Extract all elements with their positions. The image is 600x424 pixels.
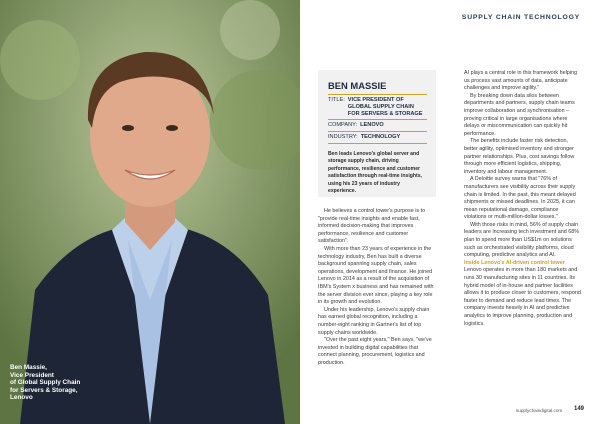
divider [328, 143, 427, 144]
paragraph: By breaking down data silos between departments and partners, supply chain teams improve collaboration and synchronisation – proving critical in large organisations where delays or miscommunication can quickly hit performance. [464, 92, 575, 137]
profile-box [318, 70, 436, 197]
paragraph: With those risks in mind, 56% of supply chain leaders are increasing tech investment and 68% plan to spend more than US$1m on solutions such as orchestrated visibility platforms, cloud computing, predictive analytics and AI. [464, 221, 580, 259]
bokeh-spot [0, 20, 80, 100]
profile-name: BEN MASSIE [328, 80, 387, 91]
caption-line: Lenovo [10, 394, 33, 402]
paragraph: "Over the past eight years," Ben says, "we've invested in building digital capabilities that connect planning, procurement, logistics and production. [318, 337, 432, 366]
bokeh-spot [220, 0, 280, 60]
profile-summary: Ben leads Lenovo's global server and storage supply chain, driving performance, resilience and customer satisfaction through real-time insights, using his 23 years of industry experience. [328, 150, 422, 195]
profile-title-row [328, 97, 427, 117]
caption-line: Vice President [10, 371, 54, 379]
company-value: LENOVO [360, 122, 384, 129]
caption-line: of Global Supply Chain [10, 379, 81, 387]
left-eye [122, 125, 134, 131]
paragraph: Lenovo operates in more than 180 markets and runs 30 manufacturing sites in 11 countries. Its hybrid model of in-house and partner facilities allows it to produce closer to customers, respond faster to demand and reduce lead times. The company invests heavily in AI and predictive analytics to improve planning, production and logistics. [464, 267, 581, 327]
paragraph: AI plays a central role in this framework helping us process vast amounts of data, anticipate challenges and improve agility." [464, 70, 577, 92]
paragraph: He believes a control tower's purpose is to "provide real-time insights and enable fast, informed decision-making that improves performance, resilience and customer satisfaction". [318, 208, 426, 245]
divider [328, 119, 427, 120]
subheading: Inside Lenovo's AI-driven control tower [464, 259, 565, 266]
title-label: TITLE: [328, 97, 345, 103]
caption-line: Ben Massie, [10, 364, 47, 371]
divider [328, 131, 427, 132]
paragraph: Under his leadership, Lenovo's supply chain has earned global recognition, including a number-eight ranking in Gartner's list of top supply chains worldwide. [318, 306, 430, 336]
divider [328, 94, 427, 95]
caption-line: for Servers & Storage, [10, 386, 78, 394]
paragraph: With more than 23 years of experience in the technology industry, Ben has built a diverse background spanning supply chain, sales operations, development and finance. He joined Lenovo in 2014 as a result of the acquisition of IBM's System x business and has remained with the server division ever since, playing a key role in its growth and evolution. [318, 245, 434, 306]
article-column-right [464, 70, 582, 328]
industry-value: TECHNOLOGY [360, 134, 401, 141]
paragraph: The benefits include faster risk detection, better agility, optimised inventory and stronger partner relationships. Plus, cost savings follow through more efficient logistics, shipping, inventory and labour management. [464, 138, 575, 175]
right-eye [166, 125, 178, 131]
photo-caption [10, 364, 130, 402]
profile-industry-row [328, 134, 427, 141]
footer-url: supplychaindigital.com [516, 408, 563, 413]
page-number: 149 [574, 406, 585, 412]
section-label: SUPPLY CHAIN TECHNOLOGY [461, 14, 580, 21]
company-label: COMPANY: [328, 122, 358, 129]
paragraph: A Deloitte survey warns that "76% of manufacturers see visibility across their supply chain is limited. In the past, this meant delayed shipments or missed deadlines. In 2025, it can mean reputational damage, compliance violations or multi-million-dollar losses." [464, 176, 576, 221]
article-column-left [318, 208, 436, 367]
profile-company-row [328, 122, 427, 129]
industry-label: INDUSTRY: [328, 134, 358, 141]
title-value: VICE PRESIDENT OF GLOBAL SUPPLY CHAIN FOR SERVERS & STORAGE [347, 97, 423, 117]
